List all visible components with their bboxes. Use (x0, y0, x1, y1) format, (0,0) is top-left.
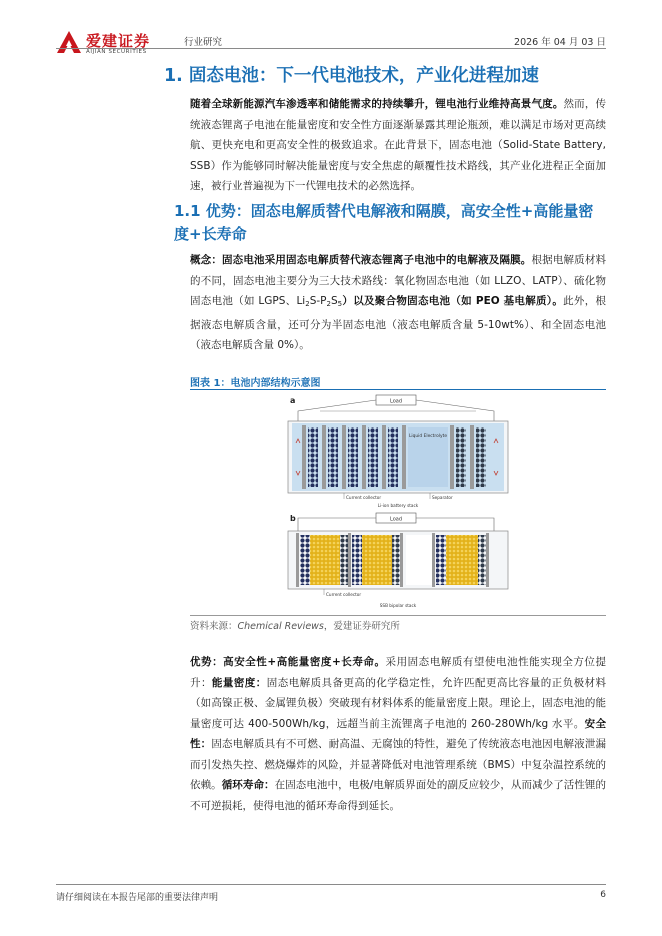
figure-title: 图表 1：电池内部结构示意图 (190, 378, 321, 389)
figure-bottom-rule (190, 615, 606, 616)
advantages-paragraph: 优势：高安全性+高能量密度+长寿命。采用固态电解质有望使电池性能实现全方位提升：能量密度：固态电解质具备更高的化学稳定性，允许匹配更高比容量的正负极材料（如高镍正极、金属锂负极）突破现有材料体系的能量密度上限。理论上，固态电池的能量密度可达 400-500Wh/kg，远超当前主流锂离子电池的 260-280Wh/kg 水平。安全性：固态电解质具有不可燃、耐高温、无腐蚀的特性，避免了传统液态电池因电解液泄漏而引发热失控、燃烧爆炸的风险，并显著降低对电池管理系统（BMS）中复杂温控系统的依赖。循环寿命：在固态电池中，电极/电解质界面处的副反应较少，从而减少了活性锂的不可逆损耗，使得电池的循环寿命得到延长。 (190, 656, 607, 812)
concept-paragraph: 概念：固态电池采用固态电解质替代液态锂离子电池中的电解液及隔膜。根据电解质材料的不同，固态电池主要分为三大技术路线：氧化物固态电池（如 LLZO、LATP）、硫化物固态电池（如 LGPS、$Li_2S-P_2S_5$）以及聚合物固态电池（如 PEO 基电解质）。此外，根据液态电解质含量，还可分为半固态电池（液态电解质含量 5-10wt%）、和全固态电池（液态电解质含量 0%）。 (190, 254, 607, 351)
section-heading: 1. 固态电池：下一代电池技术，产业化进程加速 (164, 66, 539, 86)
intro-paragraph (190, 94, 606, 197)
page-number: 6 (600, 890, 606, 900)
footer-divider (56, 884, 606, 885)
panel-a-load: Load (390, 398, 402, 405)
current-collector-label-a: Current collector (346, 495, 382, 500)
report-date: 2026 年 04 月 03 日 (514, 37, 606, 48)
legal-disclaimer: 请仔细阅读在本报告尾部的重要法律声明 (56, 893, 219, 903)
report-section: 行业研究 (184, 37, 223, 48)
panel-b-label: b (290, 514, 296, 523)
logo-subtext: AIJIAN SECURITIES (86, 49, 147, 55)
liquid-electrolyte-label: Liquid Electrolyte (408, 434, 448, 439)
logo-icon (56, 30, 82, 54)
concept-bold: 概念：固态电池采用固态电解质替代液态锂离子电池中的电解液及隔膜。 (190, 254, 532, 266)
current-collector-label-b: Current collector (326, 592, 362, 597)
header-divider (56, 48, 606, 49)
separator-label: Separator (432, 495, 453, 500)
stack-a-label: Li-ion battery stack (377, 503, 419, 508)
company-logo (56, 28, 176, 60)
stack-b-label: SSB bipolar stack (379, 603, 417, 608)
source-journal: Chemical Reviews (237, 621, 324, 632)
logo-text: 爱建证券 (86, 32, 151, 50)
figure-top-rule (190, 389, 606, 390)
intro-text: 然而，传统液态锂离子电池在能量密度和安全性方面逐渐暴露其理论瓶颈，难以满足市场对更高续航、更快充电和更高安全性的极致追求。在此背景下，固态电池（Solid-State Battery, SSB）作为能够同时解决能量密度与安全焦虑的颠覆性技术路线，其产业化进程正全面加速，被行业普遍视为下一代锂电技术的必然选择。 (190, 98, 607, 192)
intro-bold: 随着全球新能源汽车渗透率和储能需求的持续攀升，锂电池行业维持高景气度。 (190, 98, 564, 110)
figure-source: 资料来源：Chemical Reviews，爱建证券研究所 (190, 621, 400, 632)
battery-structure-diagram (280, 393, 516, 613)
subsection-heading: 1.1 优势：固态电解质替代电解液和隔膜，高安全性+高能量密度+长寿命 (174, 202, 594, 243)
panel-a-label: a (290, 396, 296, 405)
panel-b-load: Load (390, 516, 402, 523)
